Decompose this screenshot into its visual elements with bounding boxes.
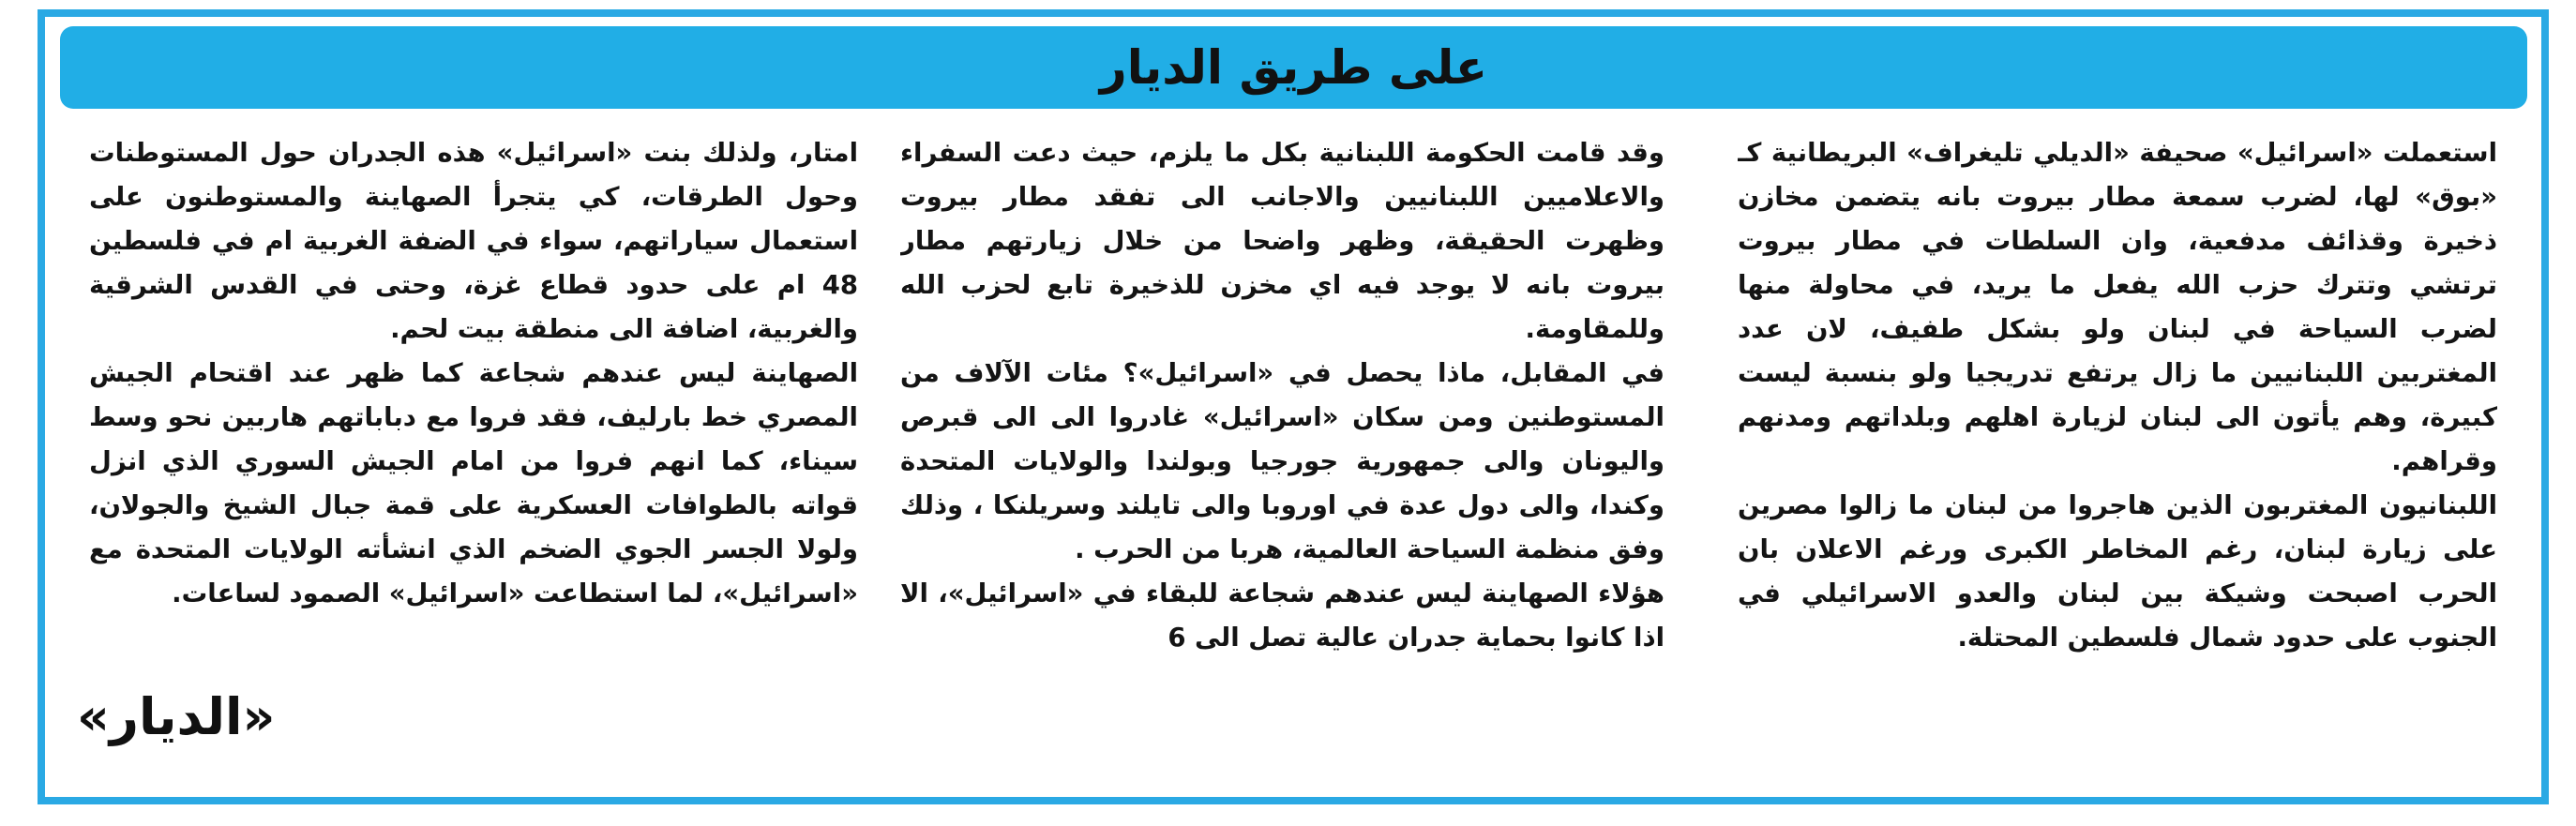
article-column-2	[900, 131, 1665, 750]
article-title: على طريق الديار	[1099, 40, 1488, 95]
article-column-1	[1738, 131, 2497, 750]
article-column-3	[89, 131, 858, 750]
paragraph: في المقابل، ماذا يحصل في «اسرائيل»؟ مئات الآلاف من المستوطنين ومن سكان «اسرائيل» غادروا الى الى قبرص واليونان والى جمهورية جورجيا وبولندا والولايات المتحدة وكندا، والى دول عدة في اوروبا والى تايلند وسريلنكا ، وذلك وفق منظمة السياحة العالمية، هربا من الحرب .	[900, 358, 1665, 564]
paragraph: الصهاينة ليس عندهم شجاعة كما ظهر عند اقتحام الجيش المصري خط بارليف، فقد فروا مع دباباتهم هاربين نحو وسط سيناء، كما انهم فروا من امام الجيش السوري الذي انزل قواته بالطوافات العسكرية على قمة جبال الشيخ والجولان، ولولا الجسر الجوي الضخم الذي انشأته الولايات المتحدة مع «اسرائيل»، لما استطاعت «اسرائيل» الصمود لساعات.	[89, 358, 858, 608]
paragraph: استعملت «اسرائيل» صحيفة «الديلي تليغراف» البريطانية كـ «بوق» لها، لضرب سمعة مطار بيروت بانه يتضمن مخازن ذخيرة وقذائف مدفعية، وان السلطات في مطار بيروت ترتشي وتترك حزب الله يفعل ما يريد، في محاولة منها لضرب السياحة في لبنان ولو بشكل طفيف، لان عدد المغتربين اللبنانيين ما زال يرتفع تدريجيا ولو بنسبة ليست كبيرة، وهم يأتون الى لبنان لزيارة اهلهم وبلداتهم ومدنهم وقراهم.	[1738, 138, 2497, 476]
paragraph: امتار، ولذلك بنت «اسرائيل» هذه الجدران حول المستوطنات وحول الطرقات، كي يتجرأ الصهاينة والمستوطنون على استعمال سياراتهم، سواء في الضفة الغربية ام في فلسطين 48 ام على حدود قطاع غزة، وحتى في القدس الشرقية والغربية، اضافة الى منطقة بيت لحم.	[89, 138, 858, 344]
paragraph: هؤلاء الصهاينة ليس عندهم شجاعة للبقاء في «اسرائيل»، الا اذا كانوا بحماية جدران عالية تصل الى 6	[900, 578, 1665, 653]
publication-signature: «الديار»	[77, 687, 276, 746]
paragraph: وقد قامت الحكومة اللبنانية بكل ما يلزم، حيث دعت السفراء والاعلاميين اللبنانيين والاجانب الى تفقد مطار بيروت وظهرت الحقيقة، وظهر واضحا من خلال زيارتهم مطار بيروت بانه لا يوجد فيه اي مخزن للذخيرة تابع لحزب الله وللمقاومة.	[900, 138, 1665, 344]
title-banner	[60, 26, 2527, 109]
paragraph: اللبنانيون المغتربون الذين هاجروا من لبنان ما زالوا مصرين على زيارة لبنان، رغم المخاطر الكبرى ورغم الاعلان بان الحرب اصبحت وشيكة بين لبنان والعدو الاسرائيلي في الجنوب على حدود شمال فلسطين المحتلة.	[1738, 490, 2497, 653]
